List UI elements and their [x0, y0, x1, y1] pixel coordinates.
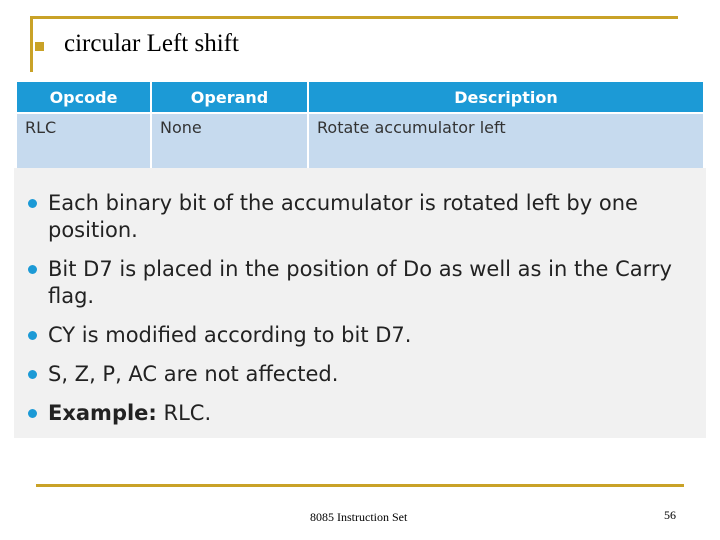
bullet-dot-icon — [28, 199, 37, 208]
cell-description: Rotate accumulator left — [308, 113, 703, 168]
bullet-dot-icon — [28, 409, 37, 418]
top-rule — [30, 16, 678, 19]
slide-title: circular Left shift — [64, 30, 239, 57]
header-operand: Operand — [151, 82, 308, 113]
list-item — [14, 361, 694, 388]
bullet-panel — [14, 168, 706, 438]
bullet-text: CY is modified according to bit D7. — [48, 323, 412, 347]
instruction-table — [17, 82, 703, 168]
list-item — [14, 400, 694, 427]
page-number: 56 — [664, 508, 676, 522]
bullet-text: Bit D7 is placed in the position of Do as well as in the Carry flag. — [48, 257, 672, 308]
bullet-text: RLC. — [156, 401, 212, 425]
bullet-bold-label: Example: — [48, 401, 157, 425]
header-opcode: Opcode — [17, 82, 151, 113]
bullet-list — [14, 168, 706, 427]
table-row — [17, 113, 703, 168]
bullet-dot-icon — [28, 331, 37, 340]
list-item — [14, 256, 694, 310]
header-description: Description — [308, 82, 703, 113]
cell-opcode: RLC — [17, 113, 151, 168]
title-bullet-icon — [35, 42, 44, 51]
footer-title: 8085 Instruction Set — [310, 510, 408, 524]
table-header-row — [17, 82, 703, 113]
footer-rule — [36, 484, 684, 487]
left-rule — [30, 16, 33, 72]
bullet-text: S, Z, P, AC are not affected. — [48, 362, 339, 386]
bullet-dot-icon — [28, 370, 37, 379]
bullet-dot-icon — [28, 265, 37, 274]
bullet-text: Each binary bit of the accumulator is rotated left by one position. — [48, 191, 638, 242]
list-item — [14, 322, 694, 349]
cell-operand: None — [151, 113, 308, 168]
list-item — [14, 190, 694, 244]
